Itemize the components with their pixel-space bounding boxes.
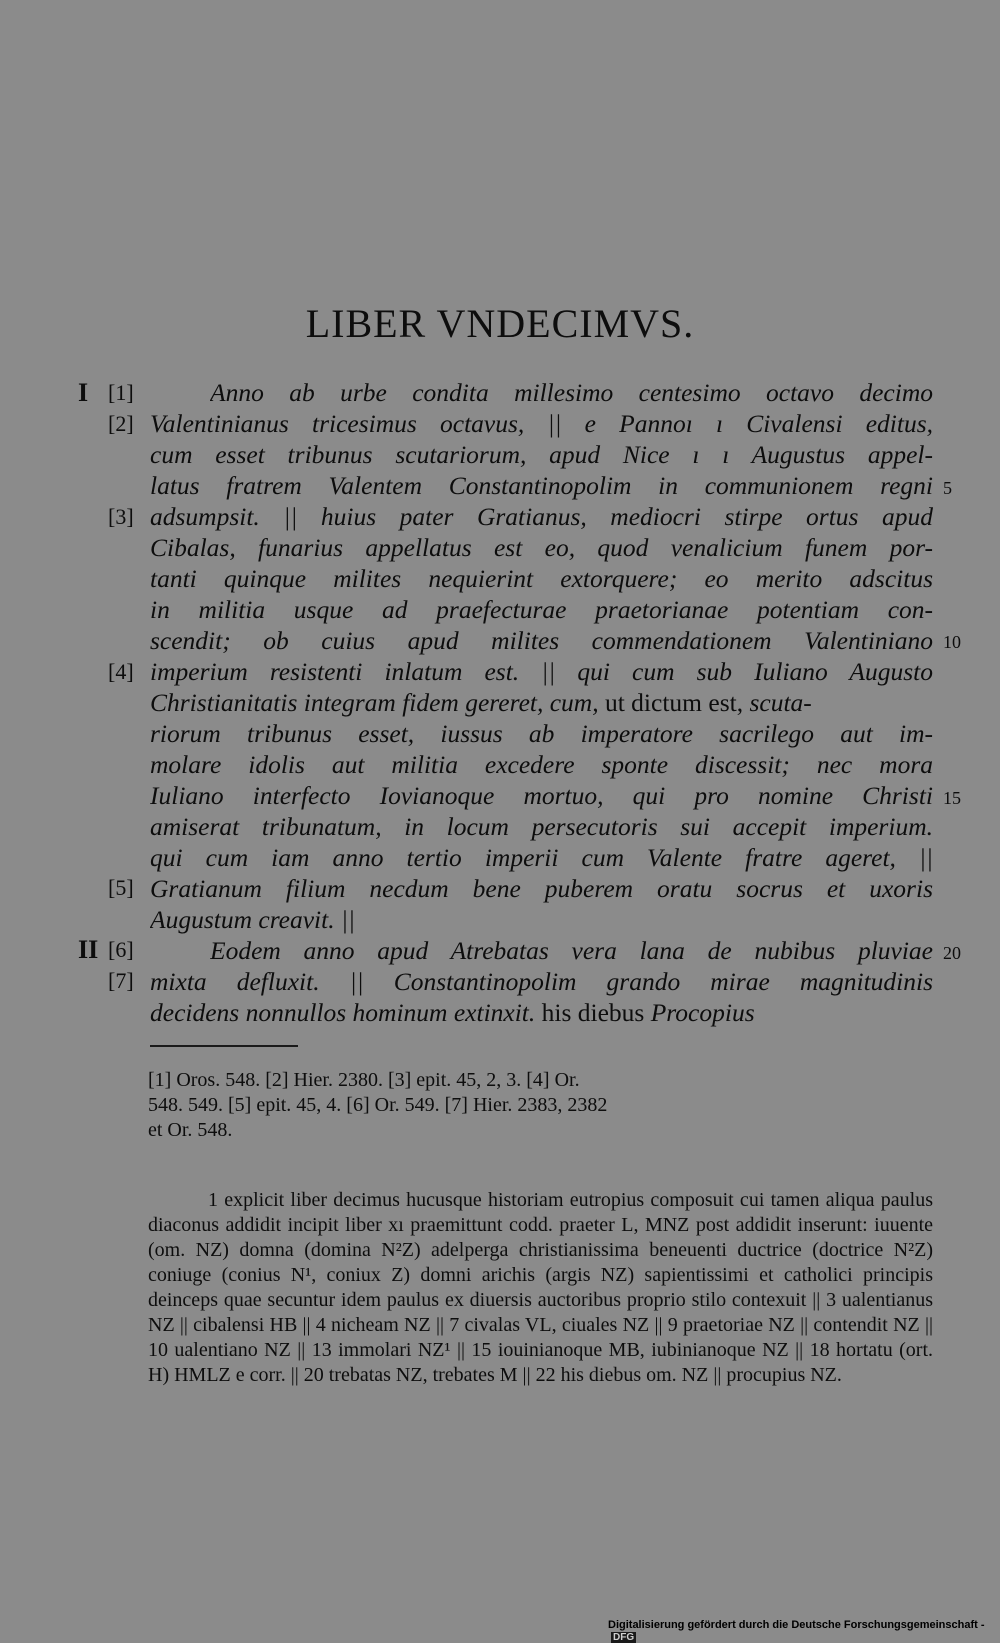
paragraph-marker: [ 7 ] <box>108 965 134 996</box>
line-number: 15 <box>943 788 961 808</box>
paragraph-marker: [ 4 ] <box>108 656 134 687</box>
text-segment-roman: his diebus <box>541 998 645 1027</box>
line-number: 10 <box>943 632 961 652</box>
dfg-logo: DFG <box>613 1632 635 1643</box>
source-note-line: 548. 549. [5] epit. 45, 4. [6] Or. 549. [7] Hier. 2383, 2382 <box>148 1094 608 1116</box>
text-line: Cibalas, funarius appellatus est eo, quod venalicium funem por- <box>150 533 933 562</box>
footer-text: Digitalisierung gefördert durch die Deutsche Forschungsgemeinschaft - <box>608 1619 985 1631</box>
text-line: latus fratrem Valentem Constantinopolim in communionem regni <box>150 471 933 500</box>
text-line: amiserat tribunatum, in locum persecutoris sui accepit imperium. <box>150 812 933 841</box>
text-line: Iuliano interfecto Iovianoque mortuo, qui pro nomine Christi <box>150 781 933 810</box>
source-note-line: et Or. 548. <box>148 1119 233 1141</box>
critical-apparatus: 1 explicit liber decimus hucusque historiam eutropius composuit cui tamen aliqua paulus diaconus addidit incipit liber xı praemittunt codd. praeter L, MNZ post addidit inserunt: iuuente (om. NZ) domna (domina N²Z) adelperga christianissima beneuenti ductrice (doctrice N²Z) coniuge (conius N¹, coniux Z) domni arichis (argis NZ) sapientissimi et catholici principis deinceps quae secuntur idem paulus ex diuersis auctoribus proprio stilo contexuit || 3 ualentianus NZ || cibalensi HB || 4 nicheam NZ || 7 civalas VL, ciuales NZ || 9 praetoriae NZ || contendit NZ || 10 ualentiano NZ || 13 immolari NZ¹ || 15 iouinianoque MB, iubinianoque NZ || 18 hortatu (ort. H) HMLZ e corr. || 20 trebatas NZ, trebates M || 22 his diebus om. NZ || procupius NZ. <box>148 1189 933 1386</box>
text-line: molare idolis aut militia excedere sponte discessit; nec mora <box>150 750 933 779</box>
text-segment: Christianitatis integram fidem gereret, cum, <box>150 688 599 717</box>
text-line <box>150 997 933 1028</box>
text-line: Anno ab urbe condita millesimo centesimo octavo decimo <box>210 378 933 407</box>
paragraph-marker: [ 1 ] <box>108 377 134 408</box>
text-line: Augustum creavit. || <box>150 905 355 934</box>
text-line: cum esset tribunus scutariorum, apud Nice ı ı Augustus appel- <box>150 440 933 469</box>
text-segment-roman: ut dictum est, <box>604 688 744 717</box>
paragraph-marker: [ 5 ] <box>108 872 134 903</box>
text-line: tanti quinque milites nequierint extorquere; eo merito adscitus <box>150 564 933 593</box>
line-number: 20 <box>943 943 961 963</box>
text-line: mixta defluxit. || Constantinopolim grando mirae magnitudinis <box>150 967 933 996</box>
text-segment: decidens nonnullos hominum extinxit. <box>150 998 536 1027</box>
text-line: adsumpsit. || huius pater Gratianus, mediocri stirpe ortus apud <box>150 502 933 531</box>
text-line: qui cum iam anno tertio imperii cum Valente fratre ageret, || <box>150 843 933 872</box>
source-note-line: [1] Oros. 548. [2] Hier. 2380. [3] epit. 45, 2, 3. [4] Or. <box>148 1069 580 1091</box>
paragraph-marker: [ 6 ] <box>108 934 134 965</box>
text-line: in militia usque ad praefecturae praetorianae potentiam con- <box>150 595 933 624</box>
text-line: Eodem anno apud Atrebatas vera lana de nubibus pluviae <box>210 936 933 965</box>
text-line: imperium resistenti inlatum est. || qui cum sub Iuliano Augusto <box>150 657 933 686</box>
chapter-marker: II <box>78 935 99 964</box>
page-title: LIBER VNDECIMVS. <box>305 301 695 346</box>
text-line: Valentinianus tricesimus octavus, || e Pannoı ı Civalensi editus, <box>150 409 933 438</box>
text-line <box>150 687 933 718</box>
text-segment: Procopius <box>650 998 755 1027</box>
text-segment: scuta- <box>749 688 812 717</box>
funding-footer <box>608 1619 1000 1643</box>
text-line: scendit; ob cuius apud milites commendationem Valentiniano <box>150 626 933 655</box>
footnote-rule <box>150 1045 298 1047</box>
paragraph-marker: [ 3 ] <box>108 501 134 532</box>
text-line: riorum tribunus esset, iussus ab imperatore sacrilego aut im- <box>150 719 933 748</box>
chapter-marker: I <box>78 378 89 407</box>
text-line: Gratianum filium necdum bene puberem oratu socrus et uxoris <box>150 874 933 903</box>
line-number: 5 <box>943 478 952 498</box>
paragraph-marker: [ 2 ] <box>108 408 134 439</box>
